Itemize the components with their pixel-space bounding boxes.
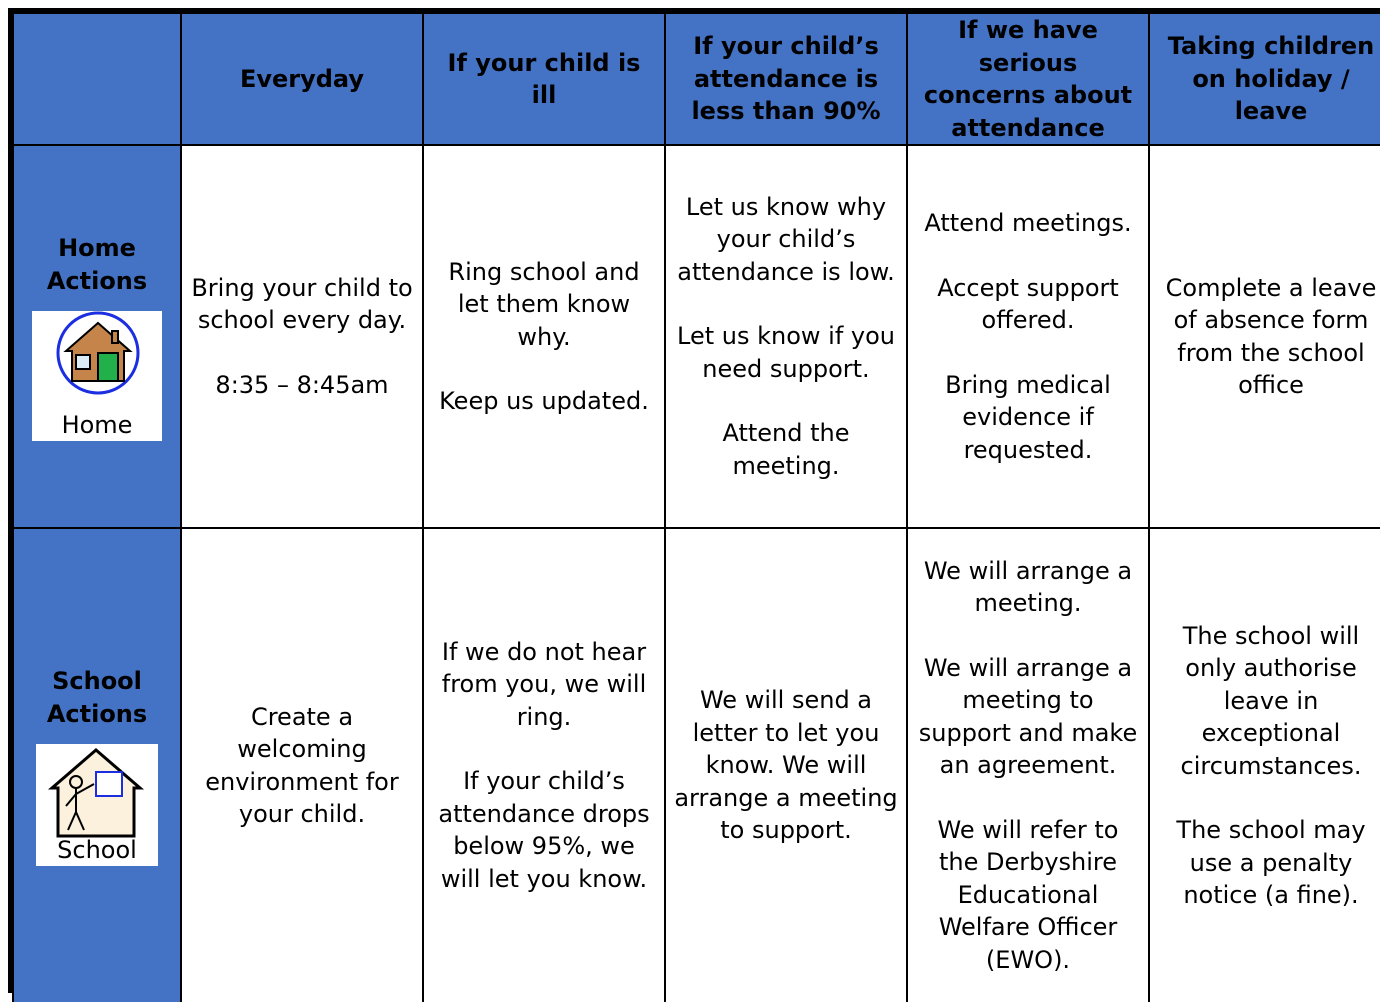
cell-school-everyday <box>181 528 423 1002</box>
school-symbol-card <box>36 744 158 866</box>
header-serious-concerns: If we have serious concerns about attendance <box>907 13 1149 145</box>
row-header-home <box>13 145 181 528</box>
cell-text: Attend meetings. <box>924 209 1132 237</box>
school-symbol-label: School <box>57 836 137 864</box>
home-symbol-label: Home <box>61 411 133 439</box>
row-header-school <box>13 528 181 1002</box>
cell-text: We will refer to the Derbyshire Educational Welfare Officer (EWO). <box>937 815 1119 974</box>
cell-home-child-ill <box>423 145 665 528</box>
cell-text: Bring medical evidence if requested. <box>945 370 1111 464</box>
cell-text: If we do not hear from you, we will ring. <box>441 637 647 731</box>
cell-text: We will send a letter to let you know. We will arrange a meeting to support. <box>674 686 898 845</box>
cell-text: Complete a leave of absence form from the school office <box>1165 273 1377 399</box>
cell-text: Ring school and let them know why. <box>448 257 640 351</box>
cell-text: The school may use a penalty notice (a fine). <box>1176 816 1366 909</box>
cell-home-attendance-below-90 <box>665 145 907 528</box>
cell-text: Create a welcoming environment for your child. <box>205 702 399 828</box>
cell-text: Attend the meeting. <box>722 419 850 480</box>
cell-home-serious-concerns <box>907 145 1149 528</box>
attendance-table <box>12 12 1380 1002</box>
cell-text: Keep us updated. <box>439 387 649 415</box>
header-corner <box>13 13 181 145</box>
header-everyday: Everyday <box>181 13 423 145</box>
cell-text: We will arrange a meeting to support and make an agreement. <box>918 653 1138 780</box>
cell-text: Bring your child to school every day. <box>191 273 413 335</box>
cell-text: The school will only authorise leave in exceptional circumstances. <box>1180 621 1362 780</box>
cell-home-everyday <box>181 145 423 528</box>
cell-text: 8:35 – 8:45am <box>215 370 389 399</box>
cell-text: Let us know if you need support. <box>677 322 895 383</box>
cell-school-holiday-leave <box>1149 528 1380 1002</box>
header-attendance-below-90: If your child’s attendance is less than 90% <box>665 13 907 145</box>
header-child-ill: If your child is ill <box>423 13 665 145</box>
row-title-school: School Actions <box>46 667 148 728</box>
cell-home-holiday-leave <box>1149 145 1380 528</box>
cell-school-child-ill <box>423 528 665 1002</box>
cell-text: Let us know why your child’s attendance is low. <box>677 192 895 286</box>
cell-text: If your child’s attendance drops below 95%, we will let you know. <box>438 767 650 893</box>
row-title-home: Home Actions <box>46 234 148 295</box>
header-holiday-leave: Taking children on holiday / leave <box>1149 13 1380 145</box>
home-actions-row <box>13 145 1380 528</box>
cell-school-serious-concerns <box>907 528 1149 1002</box>
home-symbol-card <box>32 311 162 441</box>
cell-school-attendance-below-90 <box>665 528 907 1002</box>
header-row <box>13 13 1380 145</box>
school-actions-row <box>13 528 1380 1002</box>
cell-text: Accept support offered. <box>937 273 1119 334</box>
cell-text: We will arrange a meeting. <box>923 556 1133 618</box>
